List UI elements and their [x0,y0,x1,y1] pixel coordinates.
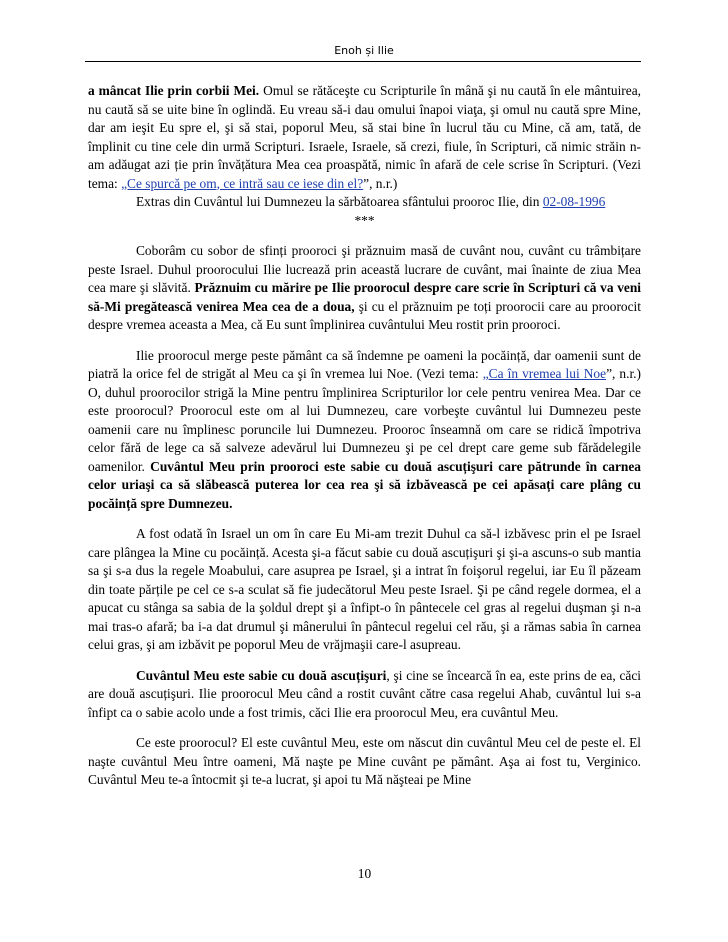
paragraph-5 [88,525,641,655]
text: , şi cine se încearcă în ea, este prins de ea, căci are două ascuțişuri. Ilie proorocul Meu când a rostit cuvânt către casa regelui Ahab, cuvântul lui s-a înfipt ca o sabie acolo unde a fost trimis, căci Ilie era proorocul Meu, era cuvântul Meu. [88,667,642,720]
bold-text: Prăznuim cu mărire pe Ilie proorocul despre care scrie în Scripturi că va veni să-Mi pregătească venirea Mea cea de a doua, [88,280,642,314]
text: A fost odată în Israel un om în care Eu Mi-am trezit Duhul ca să-l izbăvesc prin el pe Israel care plângea la Mine cu pocăință. Acesta şi-a făcut sabie cu două ascuțişuri şi şi-a ascuns-o sub mantia sa şi s-a dus la regele Moabului, care asuprea pe Israel, şi a intrat în foişorul regelui, iar Eu îl păzeam din toate părțile pe cel ce s-a sculat să fie judecătorul Meu peste Israel. Şi pe când regele dormea, el a apucat cu stânga sa sabia de la şoldul drept şi a înfipt-o în pântecele cel gras al regelui duşman şi n-a mai tras-o afară; ba i-a dat drumul şi mânerului în pântecul regelui cel rău, şi a rămas sabia în carnea celui gras, şi am izbăvit pe poporul Meu de vrăjmaşii care-l asupreau. [88,526,641,652]
text: ”, n.r.) O, duhul proorocilor strigă la Mine pentru împlinirea Scripturilor lor cele pentru venirea Mea. Dar ce este proorocul? Proorocul este om al lui Dumnezeu, care vorbeşte cuvântul lui Dumnezeu peste oamenii care nu împlinesc poruncile lui Dumnezeu. Prooroc înseamnă om care se ridică împotriva celor fără de lege ca să salveze adevărul lui Dumnezeu şi pe cel drept care geme sub fărădelegile oamenilor. [88,366,641,474]
bold-text: Cuvântul Meu prin prooroci este sabie cu două ascuțişuri care pătrunde în carnea celor uriaşi ca să slăbească puterea lor cea rea şi să izbăvească pe cei apăsați care plâng cu pocăință spre Dumnezeu. [88,458,641,511]
text: Extras din Cuvântul lui Dumnezeu la sărbătoarea sfântului prooroc Ilie, din [136,194,543,209]
running-header: Enoh și Ilie [334,44,394,57]
link-ca-in-vremea-lui-noe[interactable]: „Ca în vremea lui Noe [482,366,607,381]
page-body [88,82,641,790]
text: Coborâm cu sobor de sfinți prooroci şi prăznuim masă de cuvânt nou, cuvânt cu trâmbițare peste Israel. Duhul proorocului Ilie lucrează prin această lucrare de cuvânt, mai înainte de ziua Mea cea mare şi slăvită. [88,243,641,295]
paragraph-7 [88,734,641,790]
paragraph-extract-source [88,193,641,212]
text: ”, n.r.) [363,175,398,191]
paragraph-1 [88,82,641,193]
text: şi cu el prăznuim pe toți proorocii care au proorocit despre vremea aceasta a Mea, că Eu sunt împlinirea cuvântului Meu rostit prin prooroci. [88,298,641,332]
bold-text: a mâncat Ilie prin corbii Mei. [88,83,260,98]
section-separator: *** [354,212,375,228]
text: Ilie proorocul merge peste pământ ca să îndemne pe oameni la pocăință, dar oamenii sunt de piatră la orice fel de strigăt al Meu ca şi în vremea lui Noe. (Vezi tema: [88,347,641,381]
link-date-02-08-1996[interactable]: 02-08-1996 [542,194,606,209]
text: Ce este proorocul? El este cuvântul Meu, este om născut din cuvântul Meu cel de peste el. El naşte cuvântul Meu între oameni, Mă naşte pe Mine cuvânt pe pământ. Aşa ai fost tu, Verginico. Cuvântul Meu te-a întocmit şi te-a lucrat, şi apoi tu Mă năşteai pe Mine [88,735,641,787]
page-number: 10 [357,866,372,881]
paragraph-6 [88,667,641,723]
paragraph-3 [88,242,641,335]
header-rule [85,61,641,62]
text: Omul se rătăceşte cu Scripturile în mână şi nu caută în ele mântuirea, nu caută să se uite bine în oglindă. Eu vreau să-i dau omului înapoi viaţa, şi omul nu caută spre Mine, dar am ieşit Eu spre el, şi să stai, poporul Meu, să stai bine în lucrul tău cu Mine, că am, tată, de împlinit cu tine cele din urmă Scripturi. Israele, Israele, să crezi, fiule, în Scripturi, că nimic străin n-am adăugat azi ție prin învățătura Mea cea proaspătă, nimic în afară de cele scrise în Scripturi. (Vezi tema: [88,83,642,191]
link-ce-spurca-pe-om[interactable]: „Ce spurcă pe om, ce intră sau ce iese din el? [121,175,364,191]
paragraph-4 [88,347,641,514]
bold-text: Cuvântul Meu este sabie cu două ascuțişuri [136,667,387,683]
